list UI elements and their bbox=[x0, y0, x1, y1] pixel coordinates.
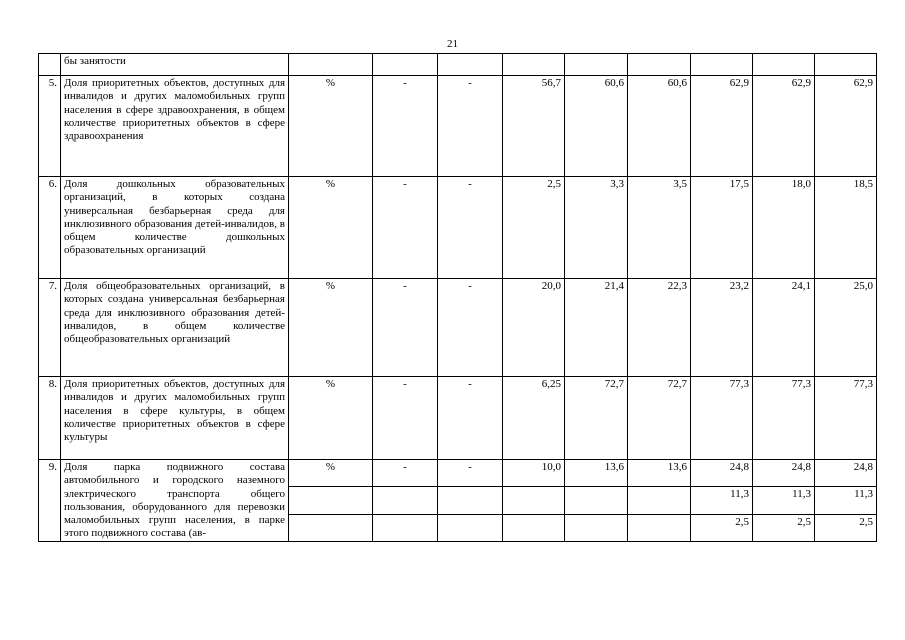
cell-value: - bbox=[438, 460, 503, 487]
table-row bbox=[39, 279, 877, 377]
cell-num: 8. bbox=[39, 377, 61, 460]
cell-value: 2,5 bbox=[753, 514, 815, 541]
cell-value: 22,3 bbox=[628, 279, 691, 377]
cell-value: 24,8 bbox=[691, 460, 753, 487]
cell-value: 23,2 bbox=[691, 279, 753, 377]
cell-name: бы занятости bbox=[61, 54, 289, 76]
cell-value: 21,4 bbox=[565, 279, 628, 377]
cell-value: - bbox=[438, 177, 503, 279]
cell-name: Доля приоритетных объектов, доступных для инвалидов и других маломобильных групп населения в сфере культуры, в общем количестве приоритетных объектов в сфере культуры bbox=[61, 377, 289, 460]
cell-value: 17,5 bbox=[691, 177, 753, 279]
cell-value: 62,9 bbox=[691, 76, 753, 177]
cell-value: 18,0 bbox=[753, 177, 815, 279]
page-number: 21 bbox=[447, 38, 458, 50]
cell-unit: % bbox=[289, 76, 373, 177]
cell-value: 56,7 bbox=[503, 76, 565, 177]
cell-value: 11,3 bbox=[691, 486, 753, 514]
cell-unit: % bbox=[289, 460, 373, 487]
cell-value: - bbox=[373, 177, 438, 279]
table-row bbox=[39, 177, 877, 279]
cell-value: 72,7 bbox=[628, 377, 691, 460]
cell-unit: % bbox=[289, 279, 373, 377]
table-row bbox=[39, 460, 877, 487]
cell-value: - bbox=[438, 279, 503, 377]
cell-unit: % bbox=[289, 177, 373, 279]
cell-num: 9. bbox=[39, 460, 61, 542]
cell-name: Доля парка подвижного состава автомобильного и городского наземного электрического транспорта общего пользования, оборудованного для перевозки маломобильных групп населения, в парке этого подвижного состава (ав- bbox=[61, 460, 289, 542]
cell-value: 3,3 bbox=[565, 177, 628, 279]
cell-name: Доля общеобразовательных организаций, в которых создана универсальная безбарьерная среда для инклюзивного образования детей-инвалидов, в общем количестве общеобразовательных организаций bbox=[61, 279, 289, 377]
indicators-table bbox=[38, 53, 877, 542]
cell-value: 2,5 bbox=[815, 514, 877, 541]
cell-num: 6. bbox=[39, 177, 61, 279]
cell-value: 25,0 bbox=[815, 279, 877, 377]
cell-name: Доля приоритетных объектов, доступных для инвалидов и других маломобильных групп населения в сфере здравоохранения, в общем количестве приоритетных объектов в сфере здравоохранения bbox=[61, 76, 289, 177]
cell-value: 11,3 bbox=[753, 486, 815, 514]
cell-value: 13,6 bbox=[628, 460, 691, 487]
table-row bbox=[39, 377, 877, 460]
cell-value: 60,6 bbox=[565, 76, 628, 177]
cell-value: 11,3 bbox=[815, 486, 877, 514]
cell-unit: % bbox=[289, 377, 373, 460]
cell-value: 77,3 bbox=[753, 377, 815, 460]
table-row-continuation bbox=[39, 54, 877, 76]
cell-value: - bbox=[373, 460, 438, 487]
cell-value: 20,0 bbox=[503, 279, 565, 377]
cell-value: 10,0 bbox=[503, 460, 565, 487]
cell-value: 62,9 bbox=[815, 76, 877, 177]
cell-value: 77,3 bbox=[815, 377, 877, 460]
cell-name: Доля дошкольных образовательных организаций, в которых создана универсальная безбарьерная среда для инклюзивного образования детей-инвалидов, в общем количестве дошкольных образовательных организаций bbox=[61, 177, 289, 279]
cell-value: 2,5 bbox=[503, 177, 565, 279]
cell-num: 7. bbox=[39, 279, 61, 377]
table-row bbox=[39, 76, 877, 177]
cell-value: 2,5 bbox=[691, 514, 753, 541]
cell-value: 62,9 bbox=[753, 76, 815, 177]
cell-num: 5. bbox=[39, 76, 61, 177]
cell-value: 72,7 bbox=[565, 377, 628, 460]
cell-value: - bbox=[438, 377, 503, 460]
cell-value: 6,25 bbox=[503, 377, 565, 460]
cell-value: 24,1 bbox=[753, 279, 815, 377]
cell-value: - bbox=[373, 279, 438, 377]
cell-value: - bbox=[373, 377, 438, 460]
cell-value: 3,5 bbox=[628, 177, 691, 279]
cell-num bbox=[39, 54, 61, 76]
cell-value: 77,3 bbox=[691, 377, 753, 460]
cell-value: 24,8 bbox=[815, 460, 877, 487]
cell-value: - bbox=[438, 76, 503, 177]
cell-value: 13,6 bbox=[565, 460, 628, 487]
cell-value: 18,5 bbox=[815, 177, 877, 279]
cell-value: 24,8 bbox=[753, 460, 815, 487]
cell-value: - bbox=[373, 76, 438, 177]
cell-value: 60,6 bbox=[628, 76, 691, 177]
